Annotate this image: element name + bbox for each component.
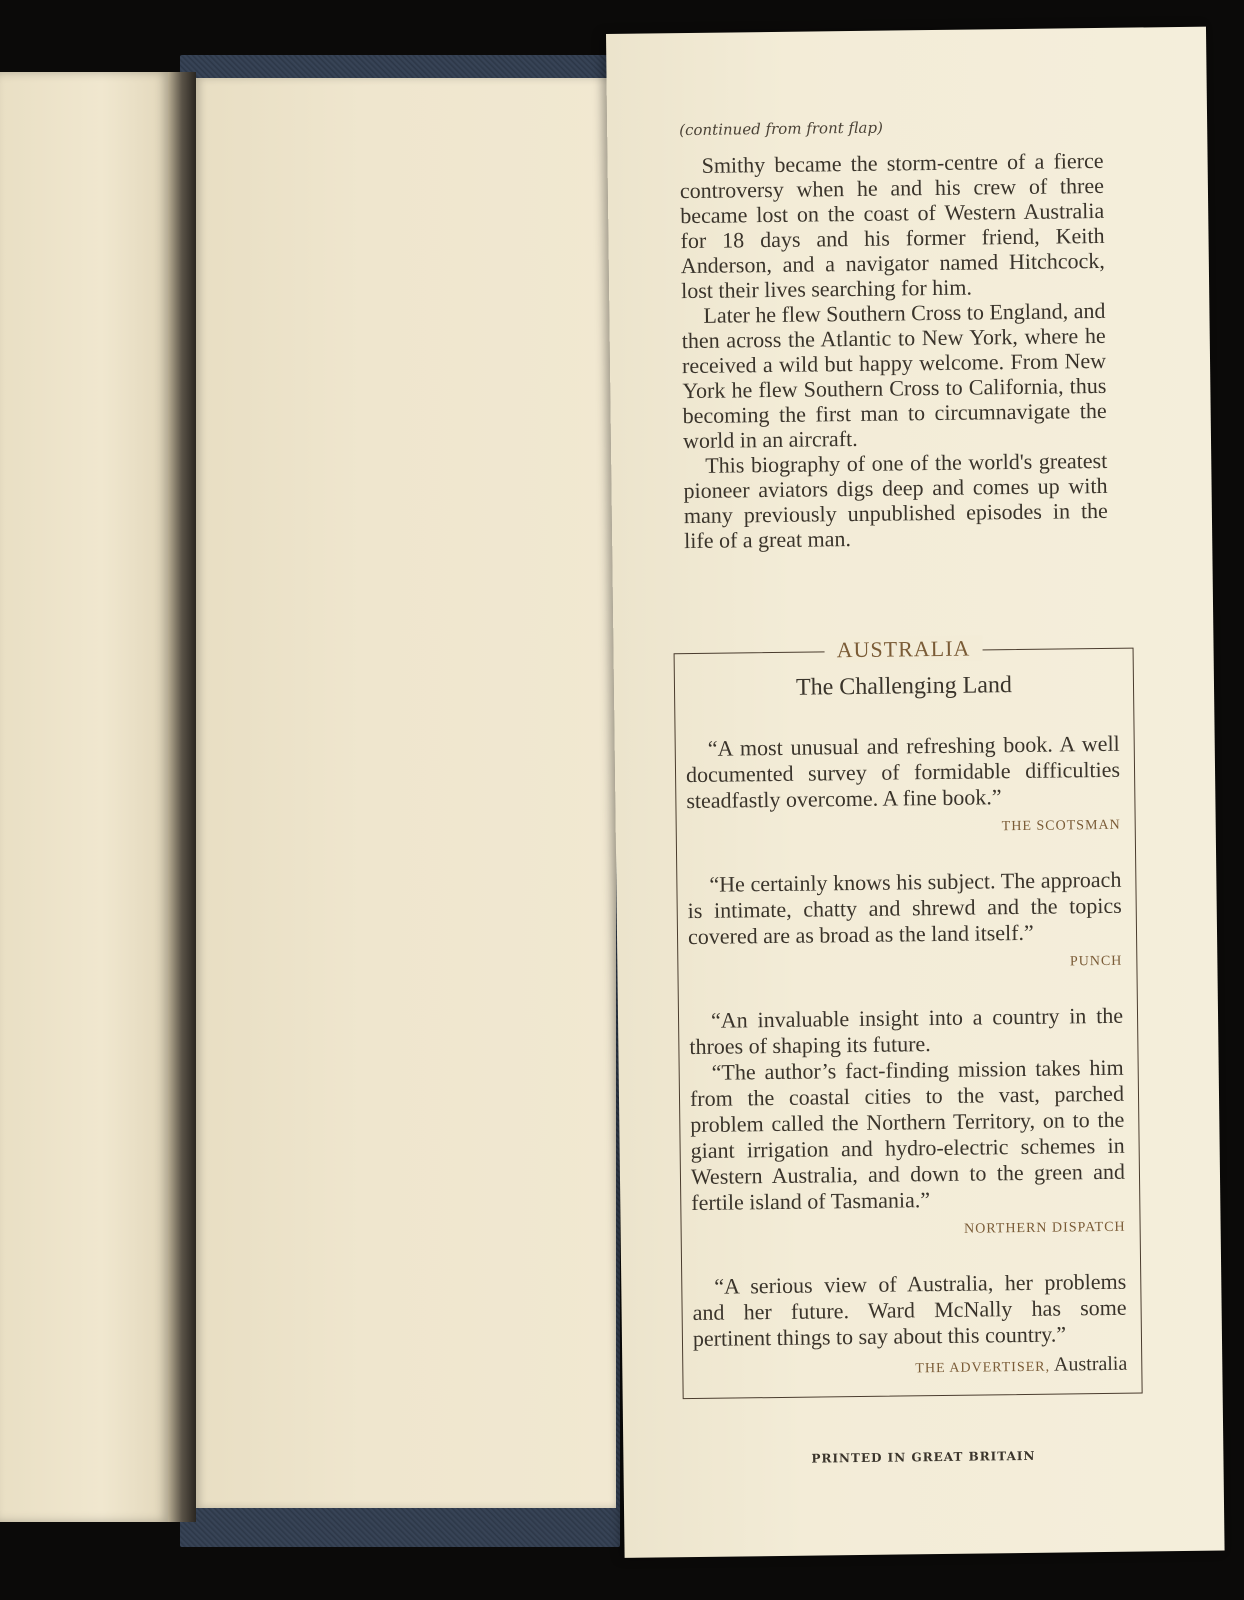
review-quote: “He certainly knows his subject. The approach is intimate, chatty and shrewd and the topics covered are as broad as the land itself.” PUNCH (687, 867, 1122, 980)
printed-in-note: PRINTED IN GREAT BRITAIN (811, 1448, 1036, 1466)
blurb-paragraph: Smithy became the storm-centre of a fierce controversy when he and his crew of three became lost on the coast of Western Australia for 18 days and his former friend, Keith Anderson, and a navigator named Hitchcock, lost their lives searching for him. (679, 147, 1105, 304)
review-source: THE SCOTSMAN (1001, 817, 1121, 835)
review-source: PUNCH (1069, 953, 1123, 970)
blurb-paragraph: This biography of one of the world's greatest pioneer aviators digs deep and comes up with many previously unpublished episodes in the life of a great man. (683, 447, 1109, 554)
continued-note: (continued from front flap) (679, 118, 883, 140)
promo-box (674, 635, 1143, 1400)
endpaper (196, 78, 616, 1508)
review-quotes (686, 731, 1128, 1413)
promo-title: AUSTRALIA (825, 635, 983, 662)
flap-blurb (679, 148, 1108, 553)
review-quote: “A most unusual and refreshing book. A well documented survey of formidable difficulties steadfastly overcome. A fine book.” THE SCOTSMAN (686, 731, 1121, 844)
review-quote: “A serious view of Australia, her problems and her future. Ward McNally has some pertinent things to say about this country.” THE ADVERTISER, Australia (692, 1269, 1127, 1385)
blurb-paragraph: Later he flew Southern Cross to England, and then across the Atlantic to New York, where he received a wild but happy welcome. From New York he flew Southern Cross to California, thus becoming the first man to circumnavigate the world in an aircraft. (681, 297, 1107, 454)
review-source: THE ADVERTISER, Australia (915, 1352, 1128, 1377)
review-source: NORTHERN DISPATCH (964, 1219, 1126, 1237)
promo-subtitle: The Challenging Land (795, 672, 1013, 701)
review-quote: “An invaluable insight into a country in the throes of shaping its future. (689, 1002, 1124, 1060)
review-quote: “The author’s fact-finding mission takes him from the coastal cities to the vast, parched problem called the Northern Territory, on to the giant irrigation and hydro-electric schemes in Western Australia, and down to the green and fertile island of Tasmania.” NORTHERN DISPATCH (690, 1055, 1126, 1246)
book-gutter (168, 72, 196, 1522)
left-page (0, 72, 170, 1522)
dust-jacket-flap (606, 27, 1225, 1558)
